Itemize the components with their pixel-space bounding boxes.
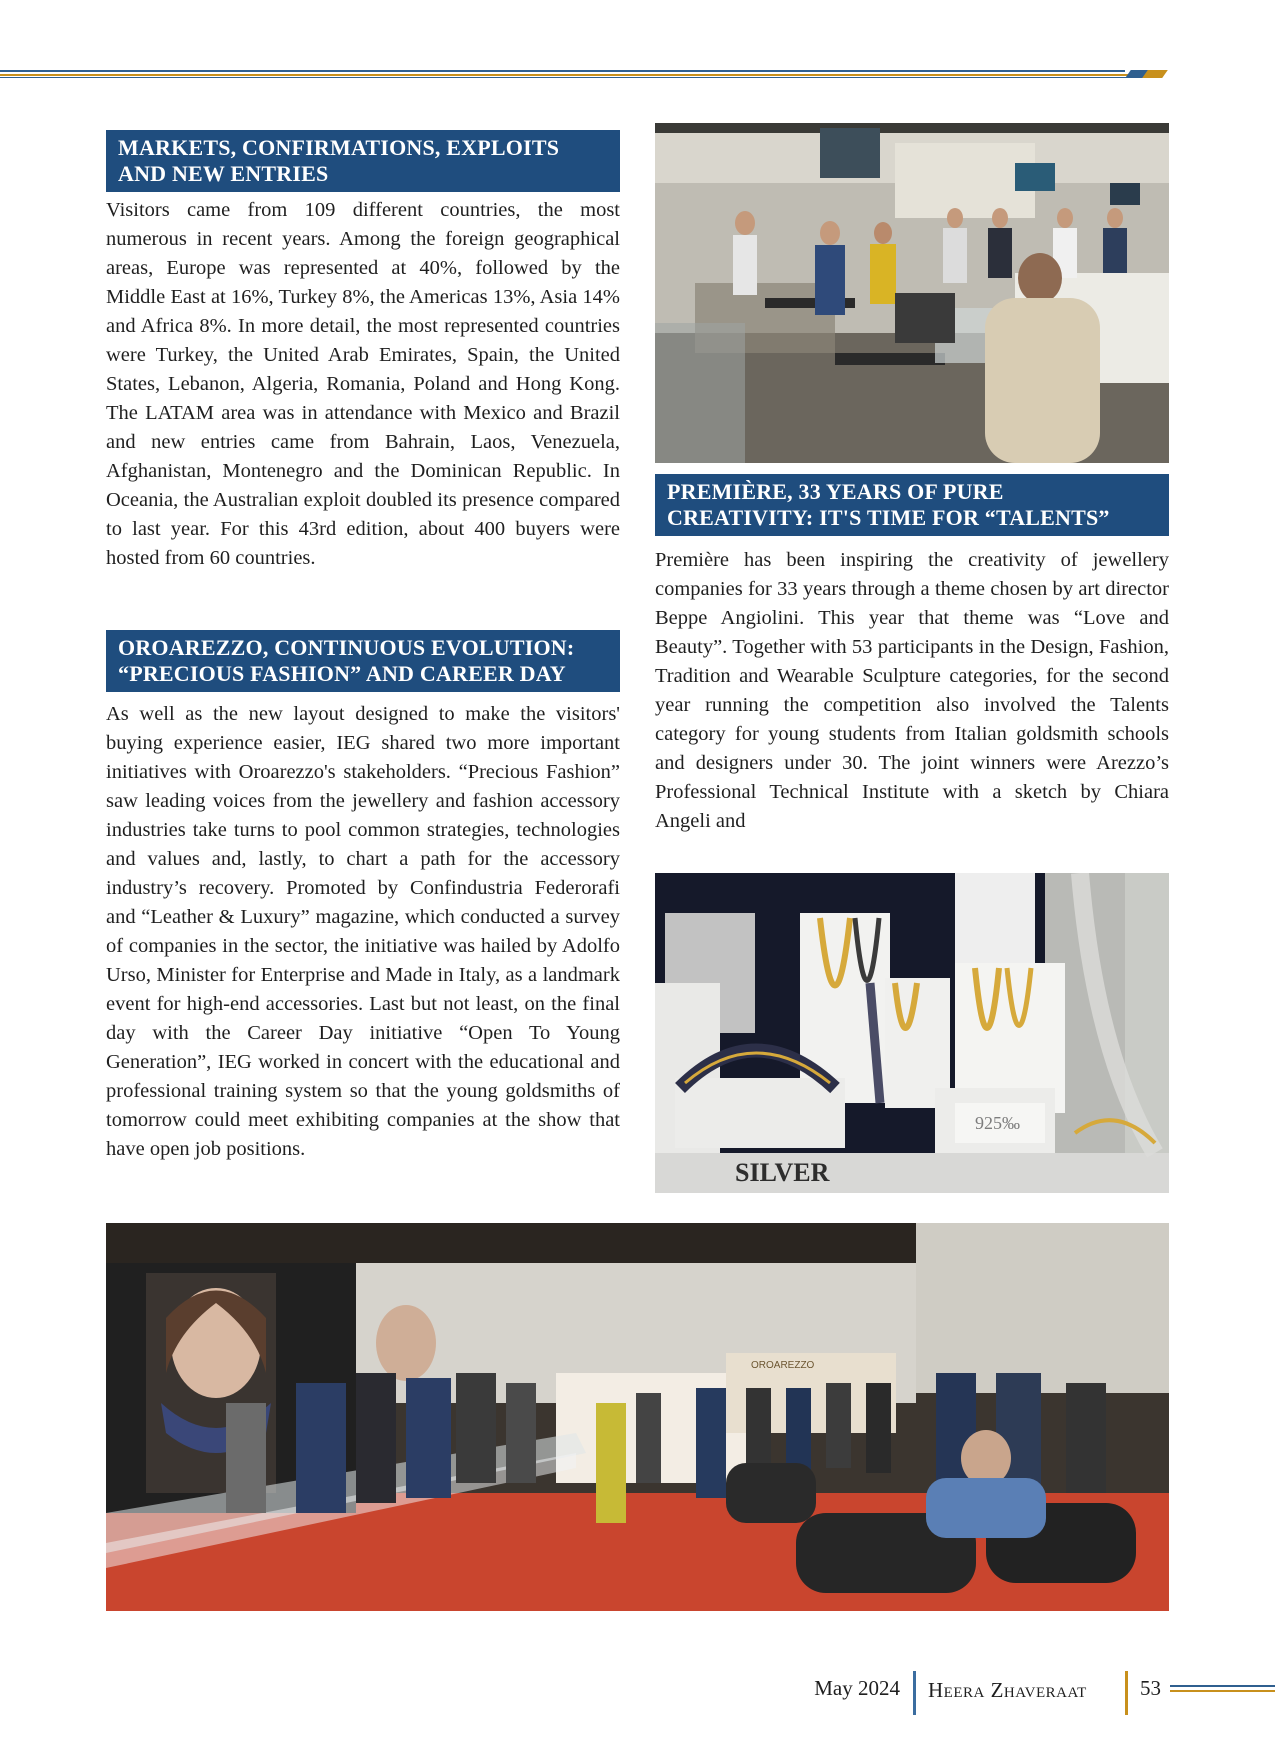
heading-oroarezzo: OROAREZZO, CONTINUOUS EVOLUTION: “PRECIOUS FASHION” AND CAREER DAY	[106, 630, 620, 692]
photo-silver-display	[655, 873, 1169, 1193]
silver-sign-text: SILVER	[735, 1158, 830, 1187]
heading-markets: MARKETS, CONFIRMATIONS, EXPLOITS AND NEW ENTRIES	[106, 130, 620, 192]
top-decorative-rule	[0, 70, 1165, 78]
925-sign-text: 925‰	[975, 1113, 1020, 1133]
footer-date: May 2024	[814, 1676, 900, 1700]
footer-page-number: 53	[1140, 1676, 1161, 1700]
photo-fair-booth	[655, 123, 1169, 463]
footer-magazine-name: Heera Zhaveraat	[928, 1678, 1087, 1702]
footer-divider	[913, 1671, 916, 1715]
body-oroarezzo: As well as the new layout designed to make the visitors' buying experience easier, IEG shared two more important initiatives with Oroarezzo's stakeholders. “Precious Fashion” saw leading voices from the jewellery and fashion accessory industries take turns to pool common strategies, technologies and values and, lastly, to chart a path for the accessory industry’s recovery. Promoted by Confindustria Federorafi and “Leather & Luxury” magazine, which conducted a survey of companies in the sector, the initiative was hailed by Adolfo Urso, Minister for Enterprise and Made in Italy, as a landmark event for high-end accessories. Last but not least, on the final day with the Career Day initiative “Open To Young Generation”, IEG worked in concert with the educational and professional training system so that the young goldsmiths of tomorrow could meet exhibiting companies at the show that have open job positions.	[106, 703, 620, 1160]
body-premiere: Première has been inspiring the creativity of jewellery companies for 33 years through a theme chosen by art director Beppe Angiolini. This year that theme was “Love and Beauty”. Together with 53 participants in the Design, Fashion, Tradition and Wearable Sculpture categories, for the second year running the competition also involved the Talents category for young students from Italian goldsmith schools and designers under 30. The joint winners were Arezzo’s Professional Technical Institute with a sketch by Chiara Angeli and	[655, 549, 1169, 832]
page-footer	[0, 1668, 1275, 1718]
photo-fair-hall	[106, 1223, 1169, 1611]
heading-premiere: PREMIÈRE, 33 YEARS OF PURE CREATIVITY: IT'S TIME FOR “TALENTS”	[655, 474, 1169, 536]
oroarezzo-booth-sign: OROAREZZO	[751, 1360, 815, 1371]
body-markets: Visitors came from 109 different countries, the most numerous in recent years. Among the foreign geographical areas, Europe was represented at 40%, followed by the Middle East at 16%, Turkey 8%, the Americas 13%, Asia 14% and Africa 8%. In more detail, the most represented countries were Turkey, the United Arab Emirates, Spain, the United States, Lebanon, Algeria, Romania, Poland and Hong Kong. The LATAM area was in attendance with Mexico and Brazil and new entries came from Bahrain, Laos, Venezuela, Afghanistan, Montenegro and the Dominican Republic. In Oceania, the Australian exploit doubled its presence compared to last year. For this 43rd edition, about 400 buyers were hosted from 60 countries.	[106, 199, 620, 569]
footer-divider	[1125, 1671, 1128, 1715]
footer-decorative-lines	[1170, 1685, 1275, 1695]
